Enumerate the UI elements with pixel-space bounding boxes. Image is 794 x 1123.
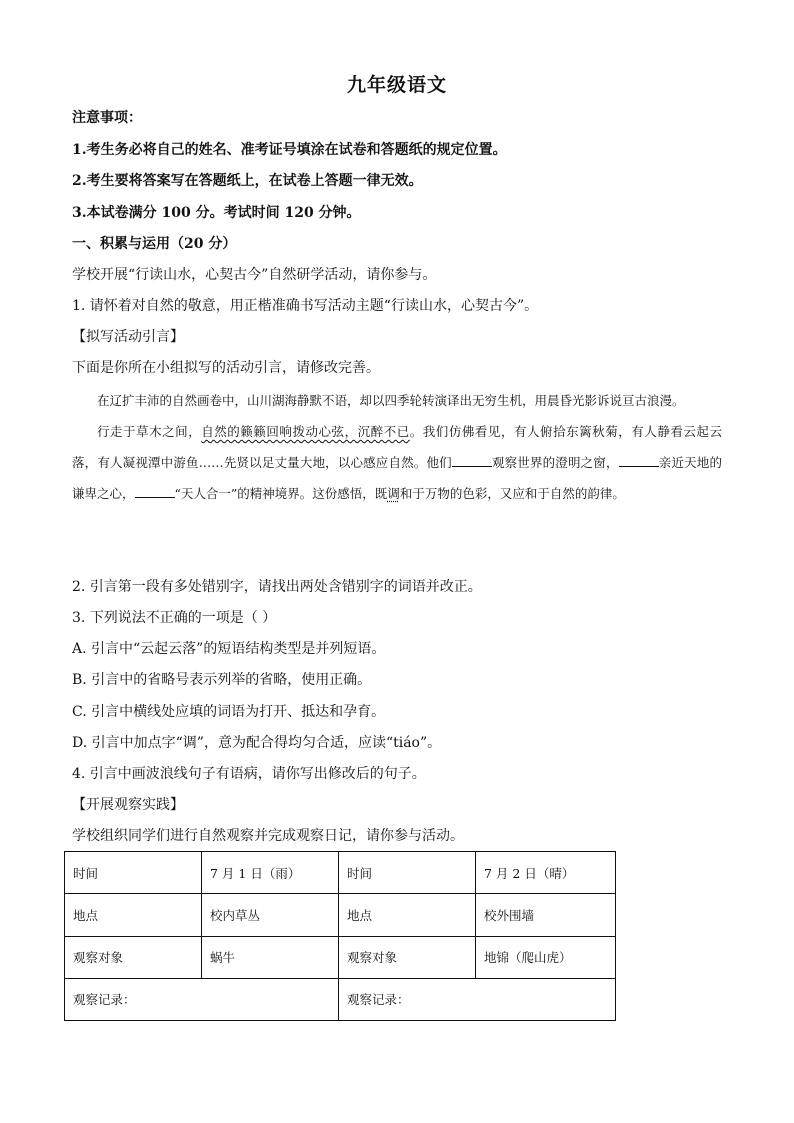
notes-heading: 注意事项：: [72, 110, 142, 126]
subsection-desc-2: 学校组织同学们进行自然观察并完成观察日记，请你参与活动。: [72, 828, 464, 844]
table-cell: 观察记录：: [65, 978, 339, 1020]
question-2: 2. 引言第一段有多处错别字，请找出两处含错别字的词语并改正。: [72, 579, 482, 595]
question-1: 1. 请怀着对自然的敬意，用正楷准确书写活动主题“行读山水，心契古今”。: [72, 298, 539, 314]
notes-item-1: 1.考生务必将自己的姓名、准考证号填涂在试卷和答题纸的规定位置。: [72, 142, 507, 158]
subsection-heading-2: 【开展观察实践】: [72, 797, 184, 813]
passage: [72, 385, 722, 509]
passage-text: 和于万物的色彩，又应和于自然的韵律。: [399, 486, 625, 501]
page-title: 九年级语文: [346, 74, 447, 96]
question-3: 3. 下列说法不正确的一项是（ ）: [72, 610, 277, 626]
option-c: C. 引言中横线处应填的词语为打开、抵达和孕育。: [72, 704, 386, 720]
subsection-desc-1: 下面是你所在小组拟写的活动引言，请修改完善。: [72, 360, 380, 376]
subsection-heading-1: 【拟写活动引言】: [72, 329, 184, 345]
table-cell: 地点: [339, 894, 476, 936]
question-4: 4. 引言中画波浪线句子有语病，请你写出修改后的句子。: [72, 766, 426, 782]
passage-text: 行走于草木之间，: [97, 424, 202, 439]
table-cell: 时间: [339, 852, 476, 894]
passage-paragraph-1: 在辽扩丰沛的自然画卷中，山川湖海静默不语，却以四季轮转演译出无穷生机，用晨昏光影诉说亘古浪漫。: [97, 393, 685, 408]
table-row: [65, 894, 616, 936]
table-cell: 地点: [65, 894, 202, 936]
notes-item-3: 3.本试卷满分 100 分。考试时间 120 分钟。: [72, 205, 361, 221]
table-row: [65, 852, 616, 894]
passage-text: 。我们仿佛看见，有人俯拾东篱秋菊，有人静看云起云落，有人凝视潭中游鱼……先贤以足丈量大地，以心感应自然。他们: [72, 424, 722, 470]
table-row: [65, 978, 616, 1020]
passage-text: “天人合一”的精神境界。这份感悟，既: [174, 486, 388, 501]
table-cell: 校内草丛: [202, 894, 339, 936]
observation-table: [64, 851, 616, 1021]
option-a: A. 引言中“云起云落”的短语结构类型是并列短语。: [72, 641, 386, 657]
option-d: D. 引言中加点字“调”，意为配合得均匀合适，应读“tiáo”。: [72, 735, 442, 751]
wavy-underlined-sentence: 自然的籁籁回响拨动心弦，沉醉不已: [201, 424, 410, 439]
option-b: B. 引言中的省略号表示列举的省略，使用正确。: [72, 672, 372, 688]
table-cell: 地锦（爬山虎）: [476, 936, 616, 978]
table-cell: 时间: [65, 852, 202, 894]
activity-intro: 学校开展“行读山水，心契古今”自然研学活动，请你参与。: [72, 267, 437, 283]
notes-item-2: 2.考生要将答案写在答题纸上，在试卷上答题一律无效。: [72, 173, 423, 189]
dotted-character: 调: [387, 486, 400, 501]
passage-text: 观察世界的澄明之窗，: [491, 455, 619, 470]
table-cell: 7 月 2 日（晴）: [476, 852, 616, 894]
section-heading: 一、积累与运用（20 分）: [72, 236, 237, 252]
table-cell: 蜗牛: [202, 936, 339, 978]
fill-blank-2: [619, 454, 659, 467]
table-cell: 观察记录：: [339, 978, 616, 1020]
table-cell: 观察对象: [65, 936, 202, 978]
fill-blank-1: [452, 454, 492, 467]
passage-paragraph-2: [72, 416, 722, 509]
table-cell: 校外围墙: [476, 894, 616, 936]
fill-blank-3: [135, 485, 175, 498]
passage-text: 亲近天地的谦卑之心，: [72, 455, 722, 501]
table-row: [65, 936, 616, 978]
table-cell: 观察对象: [339, 936, 476, 978]
table-cell: 7 月 1 日（雨）: [202, 852, 339, 894]
